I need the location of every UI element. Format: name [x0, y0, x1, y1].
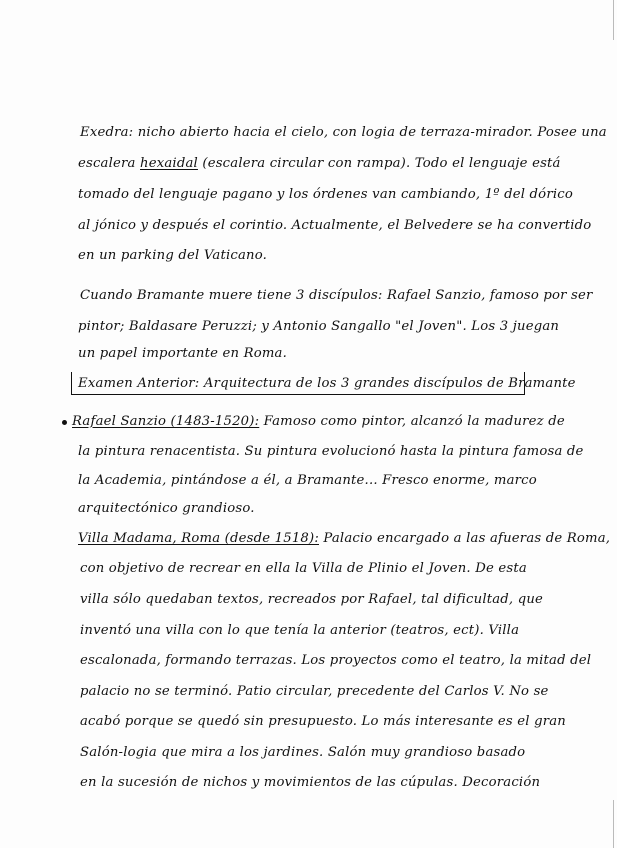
- text-line: en un parking del Vaticano.: [78, 248, 267, 263]
- text-fragment: escalera: [78, 156, 136, 171]
- page-edge-mark: [613, 0, 614, 40]
- text-line: Exedra: nicho abierto hacia el cielo, con logia de terraza-mirador. Posee una: [80, 125, 607, 140]
- text-line: Salón-logia que mira a los jardines. Salón muy grandioso basado: [80, 745, 526, 760]
- text-line: escalonada, formando terrazas. Los proyectos como el teatro, la mitad del: [80, 653, 592, 668]
- exam-note: Examen Anterior: Arquitectura de los 3 grandes discípulos de Bramante: [78, 376, 576, 391]
- text-line: villa sólo quedaban textos, recreados por Rafael, tal dificultad, que: [80, 592, 544, 607]
- text-fragment: Famoso como pintor, alcanzó la madurez de: [259, 414, 565, 429]
- underlined-term: hexaidal: [140, 156, 198, 171]
- text-line: la pintura renacentista. Su pintura evolucionó hasta la pintura famosa de: [78, 444, 584, 459]
- text-line: la Academia, pintándose a él, a Bramante... Fresco enorme, marco: [78, 473, 537, 488]
- page-edge-mark: [613, 800, 614, 848]
- text-line: palacio no se terminó. Patio circular, precedente del Carlos V. No se: [80, 684, 549, 699]
- text-line: [72, 413, 565, 431]
- text-line: inventó una villa con lo que tenía la anterior (teatros, ect). Villa: [80, 623, 520, 638]
- text-line: Cuando Bramante muere tiene 3 discípulos: Rafael Sanzio, famoso por ser: [80, 288, 593, 303]
- text-fragment: Palacio encargado a las afueras de Roma,: [319, 531, 611, 546]
- text-line: en la sucesión de nichos y movimientos de las cúpulas. Decoración: [80, 775, 541, 790]
- text-line: [78, 530, 610, 548]
- text-line: tomado del lenguaje pagano y los órdenes van cambiando, 1º del dórico: [78, 187, 573, 202]
- text-line: arquitectónico grandioso.: [78, 501, 255, 516]
- text-line: al jónico y después el corintio. Actualmente, el Belvedere se ha convertido: [78, 218, 592, 233]
- bullet-dot: [62, 420, 67, 425]
- section-heading: Villa Madama, Roma (desde 1518):: [78, 531, 319, 546]
- text-line: [78, 155, 561, 173]
- text-line: con objetivo de recrear en ella la Villa de Plinio el Joven. De esta: [80, 561, 527, 576]
- text-line: un papel importante en Roma.: [78, 346, 288, 361]
- section-heading: Rafael Sanzio (1483-1520):: [72, 414, 260, 429]
- text-fragment: (escalera circular con rampa). Todo el lenguaje está: [202, 156, 561, 171]
- text-line: acabó porque se quedó sin presupuesto. Lo más interesante es el gran: [80, 714, 566, 729]
- text-line: pintor; Baldasare Peruzzi; y Antonio Sangallo "el Joven". Los 3 juegan: [78, 319, 560, 334]
